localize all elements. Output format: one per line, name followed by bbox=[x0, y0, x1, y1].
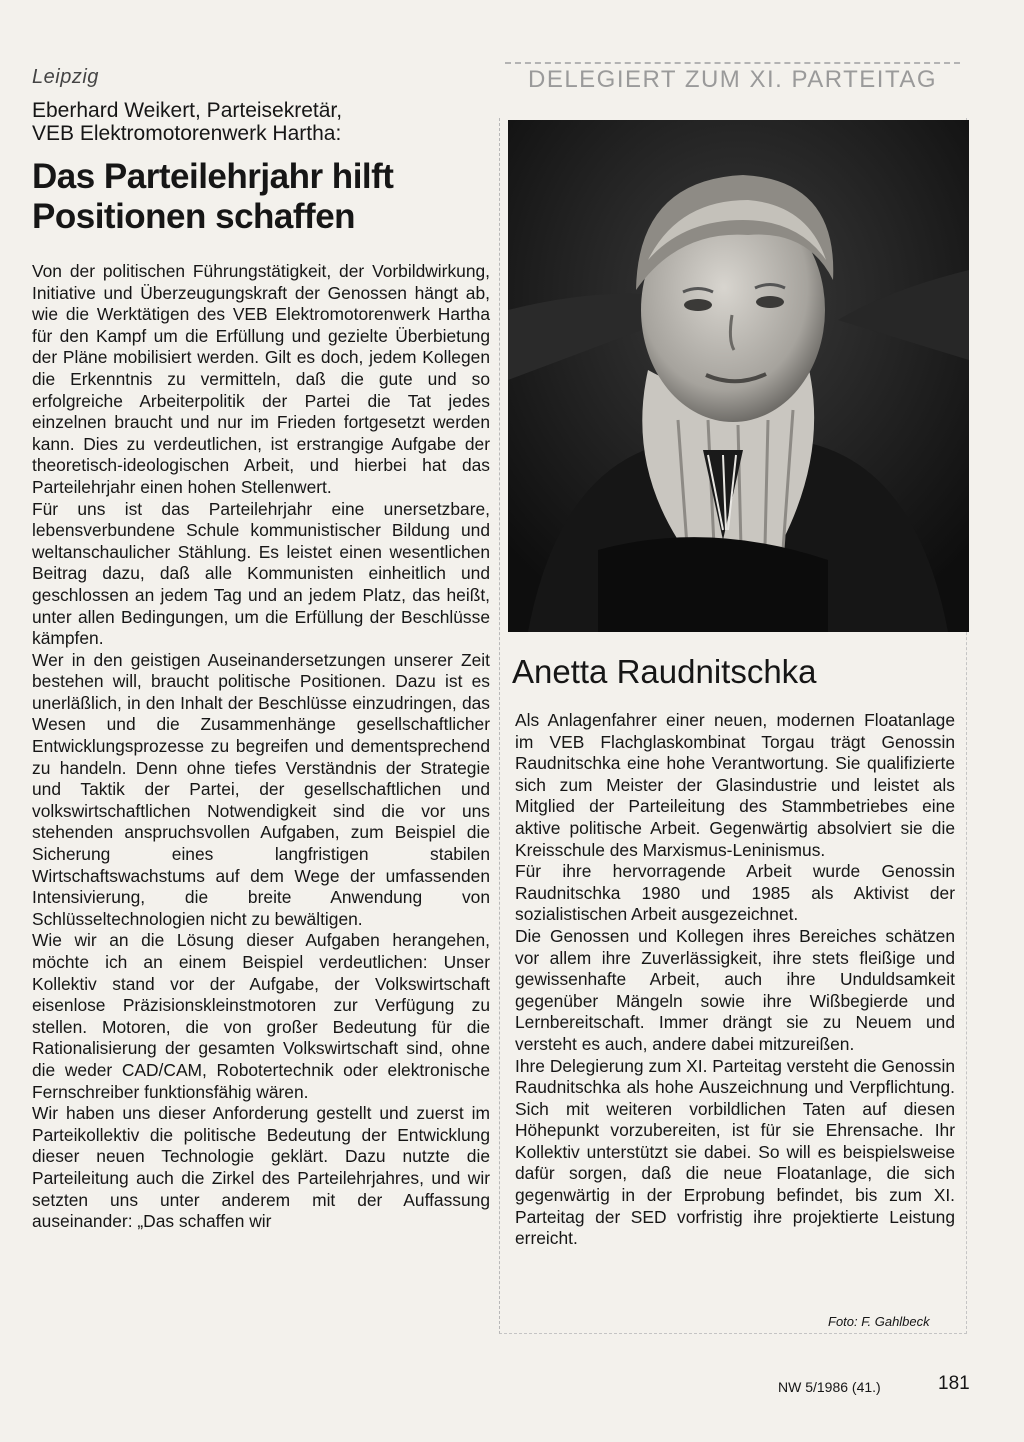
photo-credit: Foto: F. Gahlbeck bbox=[828, 1314, 930, 1329]
profile-paragraph: Als Anlagenfahrer einer neuen, modernen Floatanlage im VEB Flachglaskombinat Torgau trägt Genossin Raudnitschka eine hohe Verantwortung. Sie qualifizierte sich zum Meister der Glasindustrie und leistet als Mitglied der Parteileitung des Stammbetriebes eine aktive politische Arbeit. Gegenwärtig absolviert sie die Kreisschule des Marxismus-Leninismus. bbox=[515, 710, 955, 860]
delegate-stamp: DELEGIERT ZUM XI. PARTEITAG bbox=[505, 62, 960, 94]
issue-label: NW 5/1986 (41.) bbox=[778, 1379, 881, 1395]
article-paragraph: Wie wir an die Lösung dieser Aufgaben herangehen, möchte ich an einem Beispiel verdeutlichen: Unser Kollektiv stand vor der Aufgabe, der Volkswirtschaft eisenlose Präzisionskleinstmotoren zur Verfügung zu stellen. Motoren, die von großer Bedeutung für die Rationalisierung der gesamten Volkswirtschaft sind, ohne die weder CAD/CAM, Robotertechnik oder elektronische Fernschreiber funktionsfähig wären. bbox=[32, 930, 490, 1102]
profile-paragraph: Für ihre hervorragende Arbeit wurde Genossin Raudnitschka 1980 und 1985 als Aktivist der sozialistischen Arbeit ausgezeichnet. bbox=[515, 861, 955, 925]
article-paragraph: Für uns ist das Parteilehrjahr eine unersetzbare, lebensverbundene Schule kommunistischer Bildung und weltanschaulicher Stählung. Es leistet einen wesentlichen Beitrag dazu, daß alle Kommunisten einheitlich und geschlossen an jedem Tag und an jedem Platz, das heißt, unter allen Bedingungen, um die Erfüllung der Beschlüsse kämpfen. bbox=[32, 498, 490, 649]
profile-name: Anetta Raudnitschka bbox=[512, 653, 817, 690]
byline-line-1: Eberhard Weikert, Parteisekretär, bbox=[32, 99, 343, 122]
page-number: 181 bbox=[938, 1373, 970, 1394]
article-paragraph: Wir haben uns dieser Anforderung gestellt und zuerst im Parteikollektiv die politische Bedeutung der Entwicklung dieser neuen Technologie geklärt. Dazu nutzte die Parteileitung auch die Zirkel des Parteilehrjahres, und wir setzten uns unter anderem mit der Auffassung auseinander: „Das schaffen wir bbox=[32, 1103, 490, 1232]
article-paragraph: Von der politischen Führungstätigkeit, der Vorbildwirkung, Initiative und Überzeugungskraft der Genossen hängt ab, wie die Werktätigen des VEB Elektromotorenwerk Hartha für den Kampf um die Erfüllung und gezielte Überbietung der Pläne mobilisiert werden. Gilt es doch, jedem Kollegen die Erkenntnis zu vermitteln, daß die gute und so erfolgreiche Arbeiterpolitik der Partei die Tat jedes einzelnen braucht und nur im Frieden fortgesetzt werden kann. Dies zu verdeutlichen, ist erstrangige Aufgabe der theoretisch-ideologischen Arbeit, und hierbei hat das Parteilehrjahr einen hohen Stellenwert. bbox=[32, 261, 490, 497]
article-column bbox=[32, 66, 490, 1233]
headline-line-2: Positionen schaffen bbox=[32, 197, 356, 236]
portrait-photo bbox=[508, 120, 969, 632]
article-location: Leipzig bbox=[32, 66, 99, 88]
article-paragraph: Wer in den geistigen Auseinandersetzungen unserer Zeit bestehen will, braucht politische Positionen. Dazu ist es unerläßlich, in den Inhalt der Beschlüsse einzudringen, das Wesen und die Zusammenhänge gesellschaftlicher Entwicklungsprozesse zu begreifen und dementsprechend zu handeln. Denn ohne tiefes Verständnis der Strategie und Taktik der Partei, der gesellschaftlichen und volkswirtschaftlichen Notwendigkeit sind die vor uns stehenden anspruchsvollen Aufgaben, zum Beispiel die Sicherung eines langfristigen stabilen Wirtschaftswachstums auf dem Wege der umfassenden Intensivierung, die breite Anwendung von Schlüsseltechnologien nicht zu bewältigen. bbox=[32, 649, 490, 929]
article-headline bbox=[32, 157, 490, 237]
profile-paragraph: Die Genossen und Kollegen ihres Bereiches schätzen vor allem ihre Zuverlässigkeit, ihre stets fleißige und gewissenhafte Arbeit, auch ihre Unduldsamkeit gegenüber Mängeln sowie ihre Wißbegierde und Lernbereitschaft. Immer drängt sie zu Neuem und versteht es auch, andere dabei mitzureißen. bbox=[515, 925, 955, 1054]
profile-paragraph: Ihre Delegierung zum XI. Parteitag versteht die Genossin Raudnitschka als hohe Auszeichnung und Verpflichtung. Sich mit weiteren vorbildlichen Taten auf diesen Höhepunkt vorzubereiten, ist für sie Ehrensache. Ihr Kollektiv unterstützt sie dabei. So will es beispielsweise dafür sorgen, daß die neue Floatanlage, die sich gegenwärtig in der Erprobung befindet, bis zum XI. Parteitag der SED vorfristig ihre projektierte Leistung erreicht. bbox=[515, 1055, 955, 1249]
headline-line-1: Das Parteilehrjahr hilft bbox=[32, 157, 394, 196]
profile-body bbox=[515, 710, 955, 1250]
article-byline bbox=[32, 99, 490, 145]
portrait-illustration bbox=[508, 120, 969, 632]
byline-line-2: VEB Elektromotorenwerk Hartha: bbox=[32, 122, 342, 145]
article-body bbox=[32, 261, 490, 1233]
